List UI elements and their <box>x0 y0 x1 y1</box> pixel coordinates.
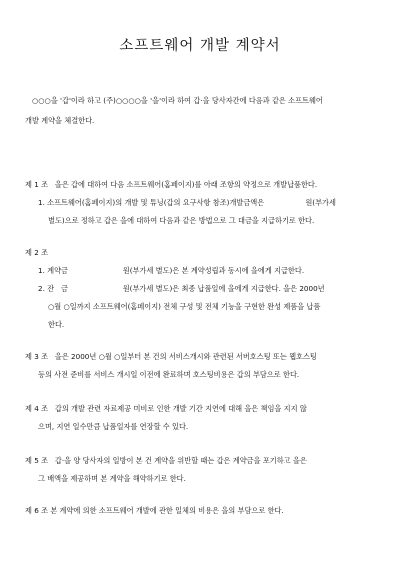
article-5-line-2: 그 배액을 제공하며 본 계약을 해약하기로 한다. <box>38 474 186 483</box>
article-1-heading: 제 1 조 을은 갑에 대하여 다음 소프트웨어(홈페이지)를 아래 조항의 약정으로 개발납품한다. <box>25 180 318 189</box>
article-1-item-1: 1. 소프트웨어(홈페이지)의 개발 및 튜닝(갑의 요구사항 참조)개발금액은 원(부가세 <box>38 198 336 207</box>
article-2-heading: 제 2 조 <box>25 248 49 257</box>
article-6-line-1: 제 6 조 본 계약에 의한 소프트웨어 개발에 관한 일체의 비용은 을의 부담으로 한다. <box>25 506 284 515</box>
article-1-item-1-cont: 별도)으로 정하고 갑은 을에 대하여 다음과 같은 방법으로 그 대금을 지급하기로 한다. <box>48 216 315 225</box>
article-2-item-2-cont2: 한다. <box>48 320 65 329</box>
article-3-line-1: 제 3 조 을은 2000년 ○월 ○일부터 본 건의 서비스개시와 관련된 서버호스팅 또는 웹호스팅 <box>25 352 317 361</box>
document-title: 소프트웨어 개발 계약서 <box>119 38 281 54</box>
article-4-line-2: 으며, 지연 일수만큼 납품일자를 연장할 수 있다. <box>38 422 189 431</box>
article-5-line-1: 제 5 조 갑·을 양 당사자의 일방이 본 건 계약을 위반할 때는 갑은 계약금을 포기하고 을은 <box>25 456 307 465</box>
article-2-item-2-cont: ○월 ○일까지 소프트웨어(홈페이지) 전체 구성 및 전체 기능을 구현한 완성 제품을 납품 <box>48 302 321 311</box>
article-3-line-2: 등의 사전 준비를 서비스 개시일 이전에 완료하며 호스팅비용은 갑의 부담으로 한다. <box>38 370 300 379</box>
intro-line-2: 개발 계약을 체결한다. <box>25 116 95 125</box>
article-4-line-1: 제 4 조 갑의 개발 관련 자료제공 미비로 인한 개발 기간 지연에 대해 을은 책임을 지지 않 <box>25 404 307 413</box>
article-2-item-1: 1. 계약금 원(부가세 별도)은 본 계약성립과 동시에 을에게 지급한다. <box>38 266 305 275</box>
intro-line-1: ○○○을 '갑'이라 하고 (주)○○○○을 '을'이라 하여 갑·을 당사자간에 다음과 같은 소프트웨어 <box>32 96 323 105</box>
article-2-item-2: 2. 잔 금 원(부가세 별도)은 최종 납품일에 을에게 지급한다. 을은 2000년 <box>38 284 325 293</box>
